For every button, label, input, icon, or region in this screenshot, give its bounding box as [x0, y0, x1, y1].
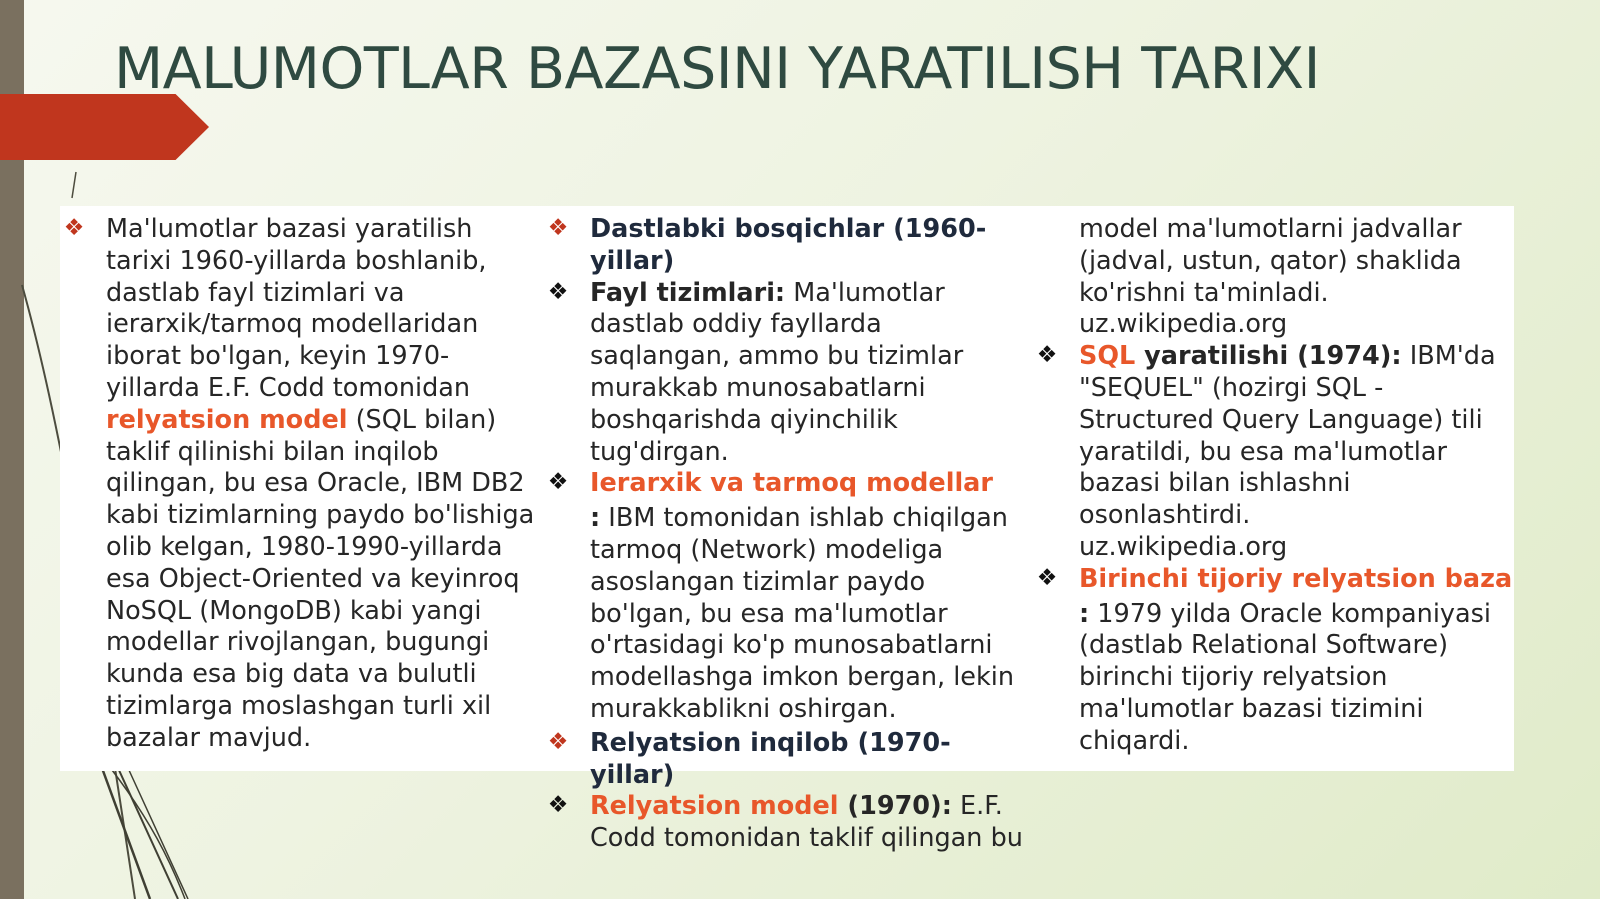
- title-arrow-shape: [0, 94, 209, 160]
- list-item: [544, 278, 1029, 469]
- column-2: [544, 214, 1029, 855]
- highlight-text: Birinchi tijoriy relyatsion baza: [1079, 563, 1513, 594]
- source-text: uz.wikipedia.org: [1079, 309, 1288, 340]
- section-heading: Relyatsion inqilob (1970-yillar): [590, 727, 951, 790]
- highlight-text: Ierarxik va tarmoq modellar: [590, 468, 993, 499]
- content-box: [60, 206, 1514, 854]
- diamond-bullet-icon: ❖: [547, 278, 569, 305]
- item-continuation: [544, 503, 1029, 726]
- item-text: Ma'lumotlar bazasi yaratilish tarixi 1960-yillarda boshlanib, dastlab fayl tizimlari va ierarxik/tarmoq modellaridan iborat bo'lgan, keyin 1970-yillarda E.F. Codd tomonidan: [106, 214, 487, 403]
- item-colon: :: [590, 503, 601, 534]
- list-item: [544, 728, 1029, 792]
- list-item: [544, 791, 1029, 855]
- item-colon: :: [1079, 598, 1090, 629]
- item-text: 1979 yilda Oracle kompaniyasi (dastlab Relational Software) birinchi tijoriy relyatsion ma'lumotlar bazasi tizimini chiqardi.: [1079, 598, 1492, 756]
- item-text: IBM tomonidan ishlab chiqilgan tarmoq (Network) modeliga asoslangan tizimlar paydo bo'lgan, bu esa ma'lumotlar o'rtasidagi ko'p munosabatlarni modellashga imkon bergan, lekin murakkablikni oshirgan.: [590, 503, 1015, 724]
- highlight-text: Relyatsion model: [590, 791, 839, 822]
- list-item: [60, 214, 540, 755]
- list-item: [1033, 341, 1514, 564]
- section-heading: Dastlabki bosqichlar (1960-yillar): [590, 214, 987, 276]
- item-text: model ma'lumotlarni jadvallar (jadval, ustun, qator) shaklida ko'rishni ta'minladi.: [1079, 214, 1462, 308]
- column-1: [60, 214, 540, 755]
- list-item: [544, 468, 1029, 500]
- highlight-text: relyatsion model: [106, 404, 348, 435]
- column-3: [1033, 214, 1514, 758]
- item-label: yaratilishi (1974):: [1135, 341, 1402, 372]
- list-item: [544, 214, 1029, 278]
- item-text: (SQL bilan) taklif qilinishi bilan inqilob qilingan, bu esa Oracle, IBM DB2 kabi tizimlarning paydo bo'lishiga olib kelgan, 1980-1990-yillarda esa Object-Oriented va keyinroq NoSQL (MongoDB) kabi yangi modellar rivojlangan, bugungi kunda esa big data va bulutli tizimlarga moslashgan turli xil bazalar mavjud.: [106, 404, 535, 753]
- diamond-bullet-icon: ❖: [547, 728, 569, 755]
- diamond-bullet-icon: ❖: [547, 469, 569, 496]
- item-continuation: [1033, 599, 1514, 758]
- diamond-bullet-icon: ❖: [63, 215, 85, 241]
- diamond-bullet-icon: ❖: [547, 792, 569, 819]
- item-text: Ma'lumotlar dastlab oddiy fayllarda saqlangan, ammo bu tizimlar murakkab munosabatlarni boshqarishda qiyinchilik tug'dirgan.: [590, 277, 964, 467]
- item-label: (1970):: [838, 791, 952, 822]
- item-text: IBM'da "SEQUEL" (hozirgi SQL - Structured Query Language) tili yaratildi, bu esa ma'lumotlar bazasi bilan ishlashni osonlashtirdi.: [1079, 341, 1496, 531]
- diamond-bullet-icon: ❖: [1036, 342, 1058, 369]
- diamond-bullet-icon: ❖: [1036, 564, 1058, 591]
- item-label: Fayl tizimlari:: [590, 277, 786, 308]
- diamond-bullet-icon: ❖: [547, 215, 569, 241]
- item-continuation: [1033, 214, 1514, 341]
- source-text: uz.wikipedia.org: [1079, 531, 1288, 562]
- highlight-text: SQL: [1079, 341, 1136, 372]
- slide-title: MALUMOTLAR BAZASINI YARATILISH TARIXI: [114, 36, 1320, 102]
- list-item: [1033, 564, 1514, 596]
- item-text: E.F. Codd tomonidan taklif qilingan bu: [590, 791, 1023, 854]
